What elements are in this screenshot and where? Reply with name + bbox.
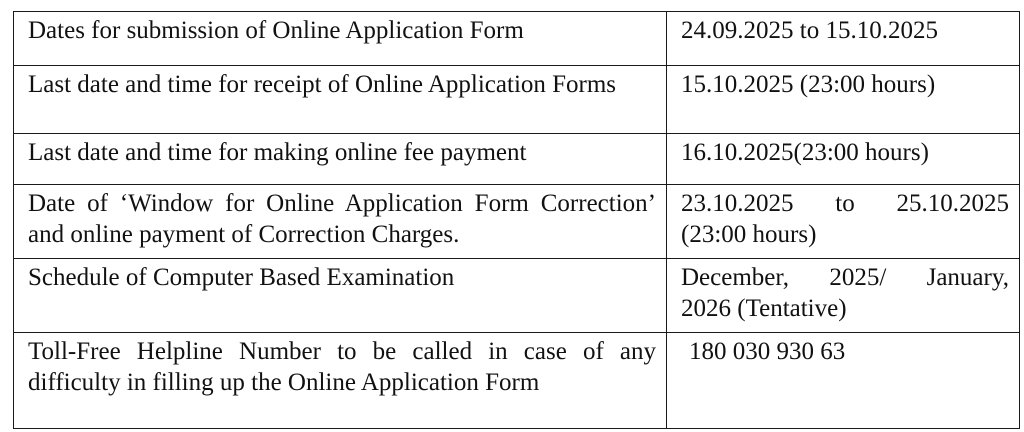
event-label: Last date and time for making online fee payment — [14, 134, 667, 185]
event-date: 24.09.2025 to 15.10.2025 — [667, 12, 1020, 66]
year-start: 2025/ — [829, 264, 887, 291]
date-range-line — [681, 188, 1009, 219]
tentative-note: 2026 (Tentative) — [681, 295, 847, 322]
event-label: Last date and time for receipt of Online Application Forms — [14, 66, 667, 134]
event-label: Toll-Free Helpline Number to be called in case of any difficulty in filling up the Online Application Form — [14, 333, 667, 429]
table-row — [14, 66, 1020, 134]
table-row — [14, 185, 1020, 259]
table-row — [14, 134, 1020, 185]
date-time-note: (23:00 hours) — [681, 221, 817, 248]
event-date — [667, 185, 1020, 259]
date-range-line — [681, 262, 1009, 293]
table-row — [14, 259, 1020, 333]
date-start: 23.10.2025 — [681, 190, 794, 217]
month-start: December, — [681, 264, 789, 291]
event-label: Dates for submission of Online Application Form — [14, 12, 667, 66]
date-separator: to — [835, 190, 855, 217]
table-row — [14, 333, 1020, 429]
event-label: Date of ‘Window for Online Application Form Correction’ and online payment of Correction Charges. — [14, 185, 667, 259]
date-end: 25.10.2025 — [896, 190, 1009, 217]
event-label: Schedule of Computer Based Examination — [14, 259, 667, 333]
event-date: 15.10.2025 (23:00 hours) — [667, 66, 1020, 134]
month-end: January, — [926, 264, 1009, 291]
helpline-number: 180 030 930 63 — [667, 333, 1020, 429]
event-date: 16.10.2025(23:00 hours) — [667, 134, 1020, 185]
schedule-table — [13, 11, 1020, 429]
event-date — [667, 259, 1020, 333]
table-row — [14, 12, 1020, 66]
